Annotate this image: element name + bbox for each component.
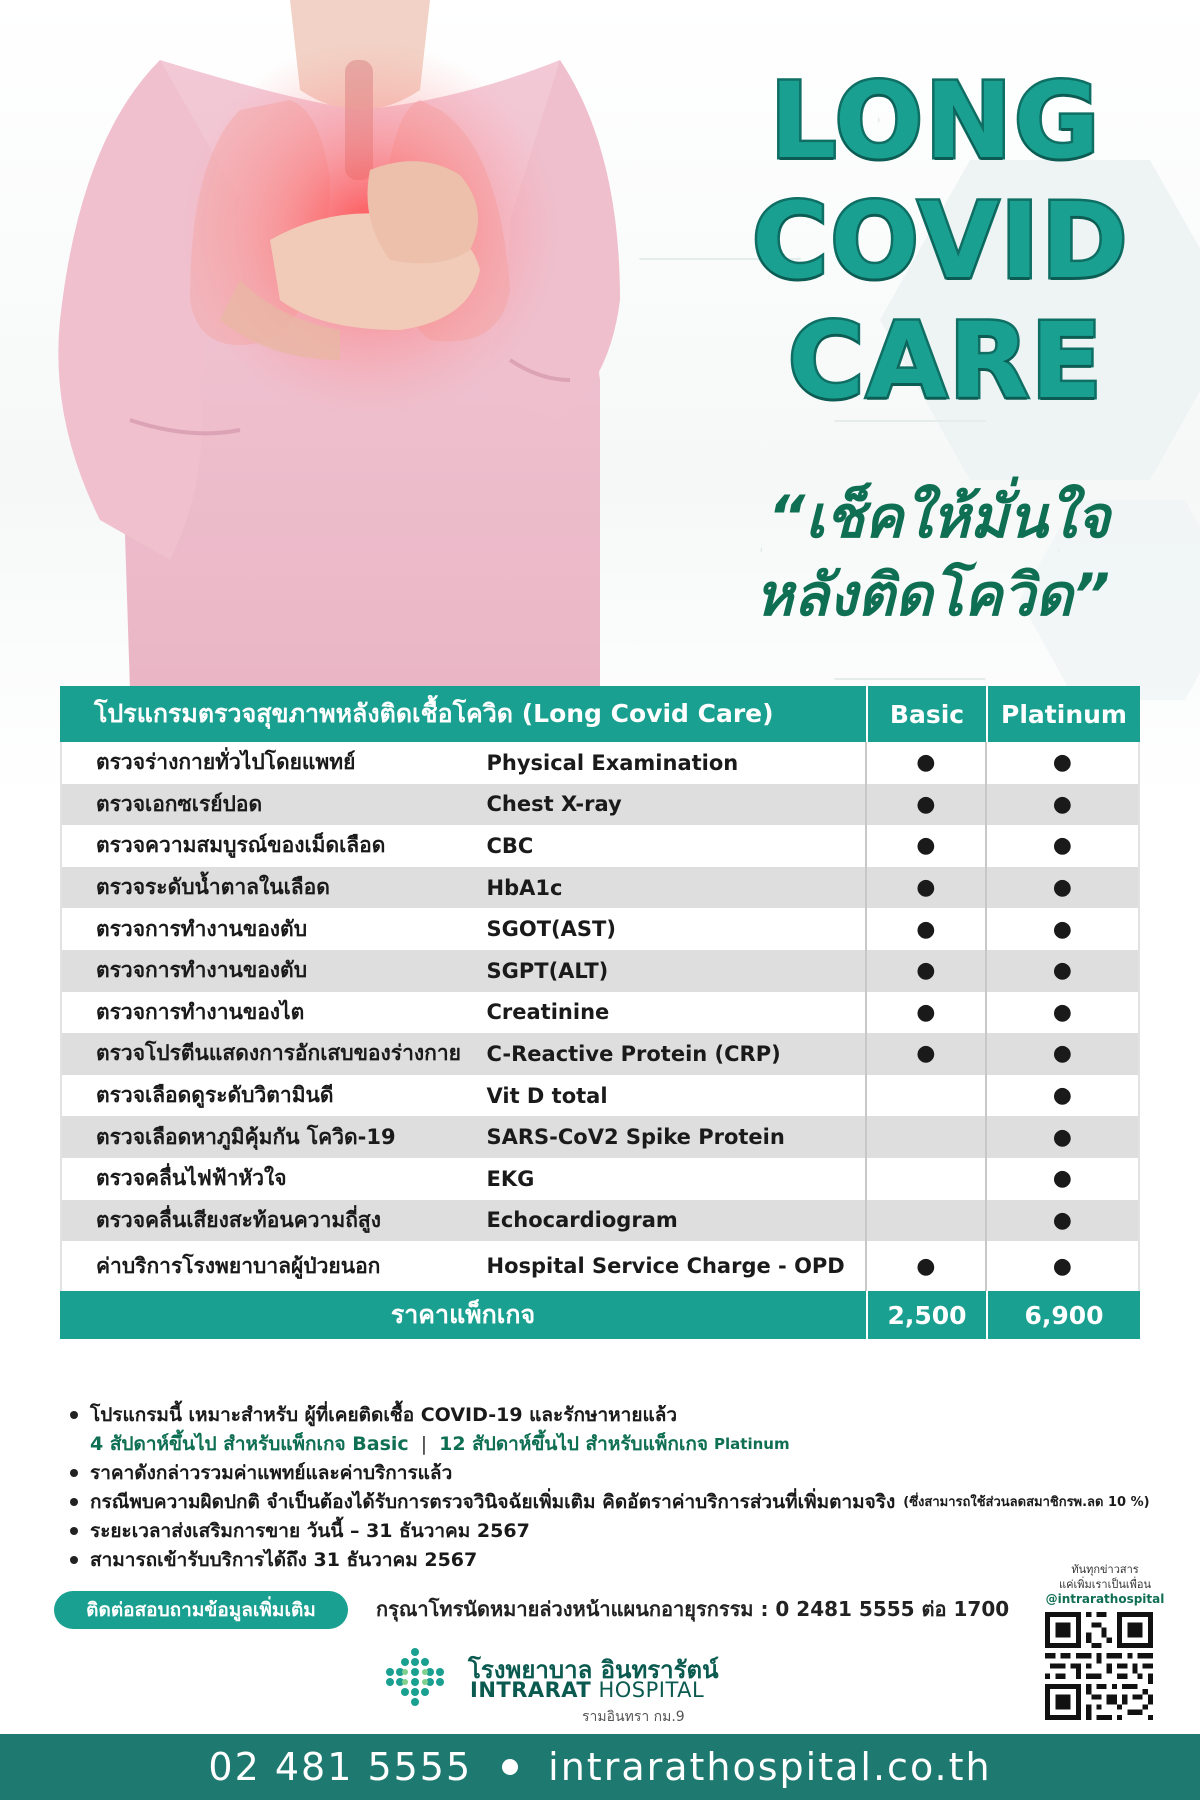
basic-mark: ● xyxy=(867,1033,987,1075)
table-header xyxy=(60,686,1140,742)
item-english: Creatinine xyxy=(487,992,868,1034)
hospital-logo-icon xyxy=(384,1646,446,1708)
bullet-icon xyxy=(70,1527,78,1535)
note-item xyxy=(70,1458,1190,1487)
bullet-icon xyxy=(70,1556,78,1564)
note-platinum-weeks: 12 สัปดาห์ขึ้นไป สำหรับแพ็กเกจ xyxy=(439,1432,709,1455)
table-row xyxy=(62,992,1138,1034)
contact-phone-text: กรุณาโทรนัดหมายล่วงหน้าแผนกอายุรกรรม : 0 2481 5555 ต่อ 1700 xyxy=(376,1597,1010,1621)
item-english: Echocardiogram xyxy=(487,1200,868,1242)
tagline-line-2: หลังติดโควิด” xyxy=(755,561,1110,629)
platinum-mark: ● xyxy=(1052,1083,1072,1109)
platinum-mark: ● xyxy=(1052,1253,1072,1279)
item-english: CBC xyxy=(487,825,868,867)
table-row xyxy=(62,742,1138,784)
basic-mark: ● xyxy=(867,992,987,1034)
contact-button[interactable]: ติดต่อสอบถามข้อมูลเพิ่มเติม xyxy=(54,1591,348,1629)
table-row xyxy=(62,950,1138,992)
item-english: Chest X-ray xyxy=(487,784,868,826)
note-item xyxy=(70,1545,1190,1574)
qr-caption-line-2: แค่เพิ่มเราเป็นเพื่อน xyxy=(1059,1578,1151,1591)
item-english: Vit D total xyxy=(487,1075,868,1117)
table-row xyxy=(62,1158,1138,1200)
note-subitem xyxy=(70,1429,1190,1458)
item-english: C-Reactive Protein (CRP) xyxy=(487,1033,868,1075)
item-thai: ตรวจเลือดดูระดับวิตามินดี xyxy=(96,1083,334,1108)
table-row xyxy=(62,1200,1138,1242)
title-line-1: LONG xyxy=(770,60,1102,182)
note-basic-weeks: 4 สัปดาห์ขึ้นไป สำหรับแพ็กเกจ Basic xyxy=(90,1432,409,1455)
item-english: EKG xyxy=(487,1158,868,1200)
qr-code-icon[interactable] xyxy=(1045,1612,1153,1720)
table-row xyxy=(62,1241,1138,1291)
hospital-name-thai: โรงพยาบาล อินทรารัตน์ xyxy=(468,1656,719,1684)
person-chest-pain-illustration xyxy=(40,0,630,690)
note-item xyxy=(70,1400,1190,1429)
item-english: SGPT(ALT) xyxy=(487,950,868,992)
note-divider: | xyxy=(420,1432,428,1455)
basic-mark: ● xyxy=(867,867,987,909)
item-thai: ตรวจการทำงานของไต xyxy=(96,999,305,1024)
item-thai: ค่าบริการโรงพยาบาลผู้ป่วยนอก xyxy=(96,1253,381,1278)
note-text: ระยะเวลาส่งเสริมการขาย วันนี้ – 31 ธันวาคม 2567 xyxy=(90,1519,530,1542)
item-english: SARS-CoV2 Spike Protein xyxy=(487,1116,868,1158)
line-handle: @intrarathospital xyxy=(1045,1592,1165,1606)
item-thai: ตรวจระดับน้ำตาลในเลือด xyxy=(96,875,330,900)
platinum-price: 6,900 xyxy=(1024,1300,1104,1330)
table-row xyxy=(62,1033,1138,1075)
platinum-mark: ● xyxy=(1052,916,1072,942)
note-text: สามารถเข้ารับบริการได้ถึง 31 ธันวาคม 2567 xyxy=(90,1548,478,1571)
note-platinum-label: Platinum xyxy=(714,1434,790,1453)
item-thai: ตรวจความสมบูรณ์ของเม็ดเลือด xyxy=(96,833,386,858)
table-body xyxy=(60,742,1140,1291)
hospital-name-bold: INTRARAT xyxy=(470,1678,592,1702)
table-row xyxy=(62,867,1138,909)
footer-bar xyxy=(0,1734,1200,1800)
item-thai: ตรวจคลื่นเสียงสะท้อนความถี่สูง xyxy=(96,1207,382,1232)
package-table xyxy=(60,686,1140,1339)
separator-dot-icon xyxy=(502,1759,518,1775)
platinum-mark: ● xyxy=(1052,1124,1072,1150)
basic-mark: ● xyxy=(867,1241,987,1291)
bullet-icon xyxy=(70,1469,78,1477)
bullet-icon xyxy=(70,1411,78,1419)
platinum-mark: ● xyxy=(1052,1041,1072,1067)
platinum-mark: ● xyxy=(1052,999,1072,1025)
header-platinum: Platinum xyxy=(1001,699,1127,729)
item-thai: ตรวจเอกซเรย์ปอด xyxy=(96,791,263,816)
note-discount: (ซึ่งสามารถใช้ส่วนลดสมาชิกรพ.ลด 10 %) xyxy=(903,1495,1150,1510)
hospital-name-light: HOSPITAL xyxy=(591,1678,705,1702)
qr-caption xyxy=(1035,1562,1175,1607)
basic-mark xyxy=(867,1075,987,1117)
note-text: โปรแกรมนี้ เหมาะสำหรับ ผู้ที่เคยติดเชื้อ COVID-19 และรักษาหายแล้ว xyxy=(90,1403,678,1426)
table-row xyxy=(62,908,1138,950)
table-row xyxy=(62,1116,1138,1158)
title-line-2: COVID xyxy=(752,180,1130,302)
price-label: ราคาแพ็กเกจ xyxy=(60,1291,868,1339)
hospital-name-english xyxy=(470,1678,704,1702)
header-program: โปรแกรมตรวจสุขภาพหลังติดเชื้อโควิด (Long Covid Care) xyxy=(60,686,868,742)
qr-caption-line-1: ทันทุกข่าวสาร xyxy=(1071,1563,1139,1576)
footer-website[interactable]: intrarathospital.co.th xyxy=(548,1745,992,1789)
table-row xyxy=(62,825,1138,867)
note-text: ราคาดังกล่าวรวมค่าแพทย์และค่าบริการแล้ว xyxy=(90,1461,453,1484)
basic-mark: ● xyxy=(867,742,987,784)
hero-banner xyxy=(0,0,1200,800)
bullet-icon xyxy=(70,1498,78,1506)
note-item xyxy=(70,1516,1190,1545)
title-line-3: CARE xyxy=(788,300,1104,422)
basic-mark: ● xyxy=(867,908,987,950)
platinum-mark: ● xyxy=(1052,791,1072,817)
platinum-mark: ● xyxy=(1052,1166,1072,1192)
platinum-mark: ● xyxy=(1052,750,1072,776)
item-english: SGOT(AST) xyxy=(487,908,868,950)
item-thai: ตรวจโปรตีนแสดงการอักเสบของร่างกาย xyxy=(96,1041,461,1066)
basic-mark xyxy=(867,1200,987,1242)
tagline-line-1: “เช็คให้มั่นใจ xyxy=(767,483,1110,551)
item-thai: ตรวจร่างกายทั่วไปโดยแพทย์ xyxy=(96,750,356,775)
basic-mark: ● xyxy=(867,784,987,826)
basic-mark xyxy=(867,1158,987,1200)
basic-mark: ● xyxy=(867,825,987,867)
item-thai: ตรวจการทำงานของตับ xyxy=(96,916,308,941)
platinum-mark: ● xyxy=(1052,833,1072,859)
item-thai: ตรวจการทำงานของตับ xyxy=(96,958,308,983)
notes-list xyxy=(70,1400,1190,1574)
header-basic: Basic xyxy=(868,686,988,742)
price-row xyxy=(60,1291,1140,1339)
table-row xyxy=(62,784,1138,826)
item-english: HbA1c xyxy=(487,867,868,909)
item-english: Physical Examination xyxy=(487,742,868,784)
basic-mark xyxy=(867,1116,987,1158)
basic-mark: ● xyxy=(867,950,987,992)
hospital-branch: รามอินทรา กม.9 xyxy=(582,1709,685,1725)
note-text: กรณีพบความผิดปกติ จำเป็นต้องได้รับการตรวจวินิจฉัยเพิ่มเติม คิดอัตราค่าบริการส่วนที่เพิ่มตามจริง xyxy=(90,1490,896,1513)
item-thai: ตรวจคลื่นไฟฟ้าหัวใจ xyxy=(96,1166,287,1191)
note-item xyxy=(70,1487,1190,1516)
table-row xyxy=(62,1075,1138,1117)
item-english: Hospital Service Charge - OPD xyxy=(487,1241,868,1291)
basic-price: 2,500 xyxy=(868,1291,988,1339)
platinum-mark: ● xyxy=(1052,875,1072,901)
platinum-mark: ● xyxy=(1052,958,1072,984)
platinum-mark: ● xyxy=(1052,1207,1072,1233)
item-thai: ตรวจเลือดหาภูมิคุ้มกัน โควิด-19 xyxy=(96,1124,396,1149)
footer-phone[interactable]: 02 481 5555 xyxy=(208,1745,473,1789)
